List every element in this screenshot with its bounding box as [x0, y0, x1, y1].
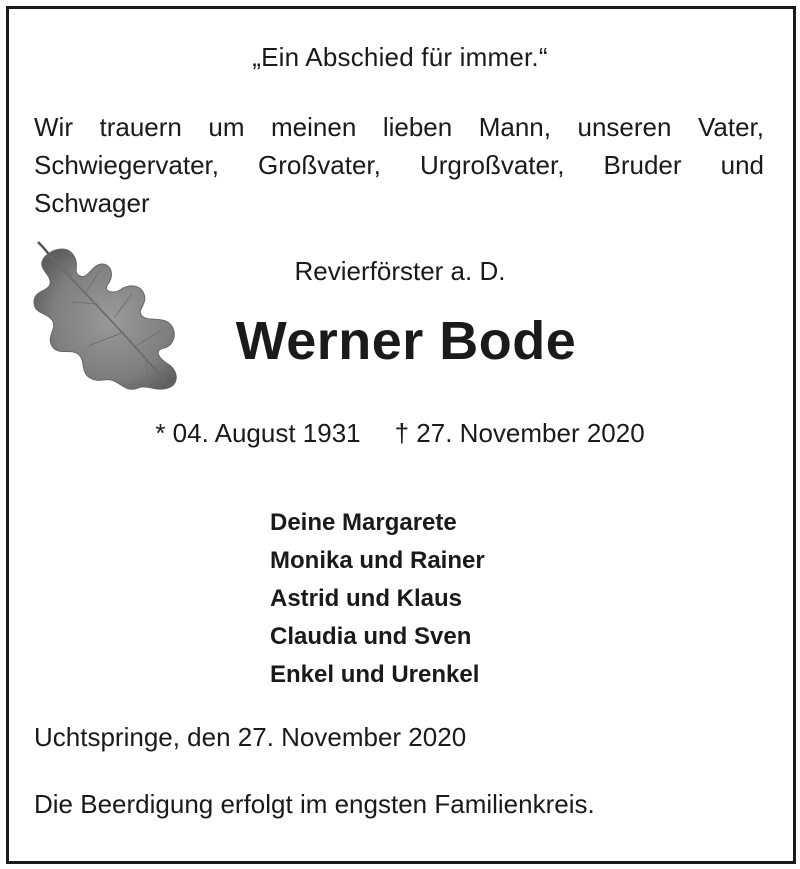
deceased-title: Revierförster a. D.	[294, 256, 506, 286]
mourner-item: Claudia und Sven	[270, 623, 472, 650]
intro-line: Schwager	[34, 188, 150, 218]
intro-line: Wir trauern um meinen lieben Mann, unseren Vater,	[34, 112, 764, 142]
life-dates	[0, 418, 800, 449]
mourners-list	[270, 504, 485, 694]
mourner-item: Enkel und Urenkel	[270, 661, 480, 688]
burial-note: Die Beerdigung erfolgt im engsten Familienkreis.	[34, 789, 595, 819]
motto: „Ein Abschied für immer.“	[252, 42, 548, 72]
mourner-item: Astrid und Klaus	[270, 585, 463, 612]
deceased-name: Werner Bode	[235, 311, 577, 371]
intro-text	[34, 108, 764, 222]
intro-line: Schwiegervater, Großvater, Urgroßvater, Bruder und	[34, 150, 764, 180]
death-date: † 27. November 2020	[394, 418, 645, 448]
birth-date: * 04. August 1931	[155, 418, 361, 448]
mourner-item: Monika und Rainer	[270, 547, 485, 574]
mourner-item: Deine Margarete	[270, 509, 457, 536]
place-and-date: Uchtspringe, den 27. November 2020	[34, 722, 467, 752]
